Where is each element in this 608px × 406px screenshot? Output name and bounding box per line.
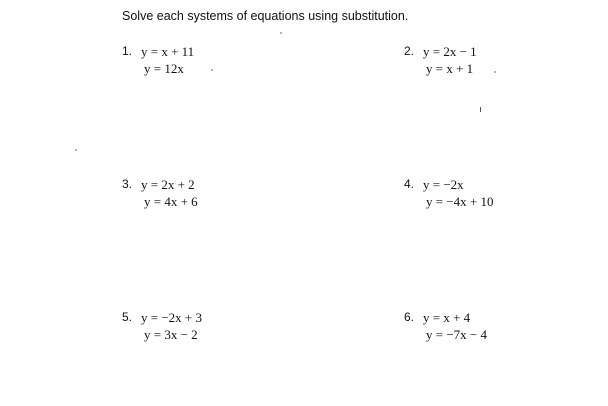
problem-number: 6. [404,310,415,324]
equation-2: y = 12x [144,61,184,76]
problem-number: 2. [404,44,415,58]
scan-speck [211,69,213,71]
equation-2: y = 4x + 6 [144,194,198,209]
instructions-text: Solve each systems of equations using substitution. [122,9,409,23]
equation-1: y = 2x + 2 [141,177,195,192]
equation-1: y = x + 4 [423,310,471,325]
scan-mark [480,107,481,112]
equation-2: y = −4x + 10 [426,194,494,209]
problem-number: 4. [404,177,415,191]
problem-number: 5. [122,310,133,324]
equation-1: y = −2x [423,177,464,192]
equation-2: y = −7x − 4 [426,327,487,342]
equation-2: y = x + 1 [426,61,474,76]
equation-1: y = 2x − 1 [423,44,477,59]
scan-speck [280,32,282,34]
equation-1: y = −2x + 3 [141,310,202,325]
problem-number: 3. [122,177,133,191]
equation-1: y = x + 11 [141,44,195,59]
scan-speck [75,149,77,151]
scan-speck [494,71,496,73]
equation-2: y = 3x − 2 [144,327,198,342]
problem-number: 1. [122,44,133,58]
